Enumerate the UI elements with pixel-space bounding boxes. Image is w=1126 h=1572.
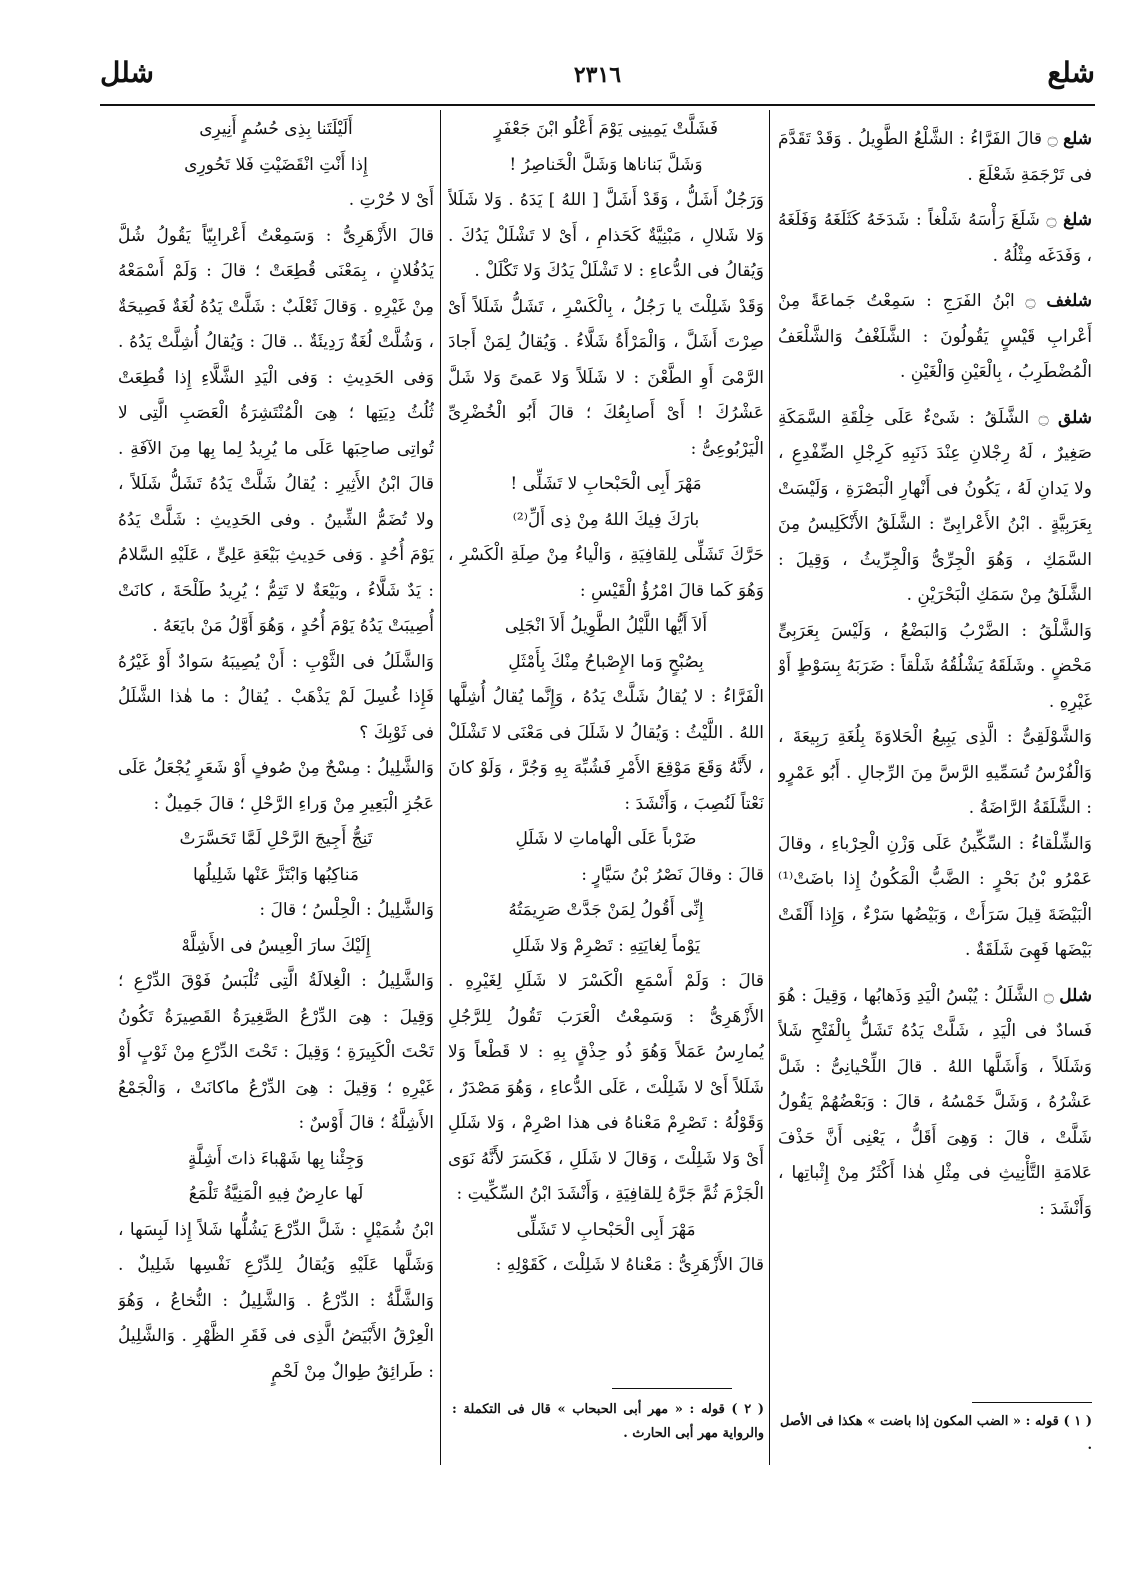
entry-headword: شلل [1059, 985, 1092, 1006]
column-left [118, 112, 434, 1472]
verse-line: أَلاَ أَيُّها اللَّيْلُ الطَّوِيلُ أَلاَ انْجَلِى [504, 616, 708, 636]
column-divider [769, 110, 770, 1465]
entry-text: الشَّلَقُ : شَىْءٌ عَلَى خِلْقَةِ السَّمَكَةِ صَغِيرٌ ، لَهُ رِجْلانِ عِنْدَ ذَنَبِهِ كَرِجْلِ الضِّفْدِعِ ، ولا يَدانِ لَهُ ، يَكُونُ فى أَنْهارِ الْبَصْرَةِ ، وَلَيْسَتْ بِعَرَبِيَّةٍ . ابْنُ الأَعْرابِىِّ : الشَّلَقُ الأَنْكَلِيسُ مِنَ السَّمَكِ ، وَهُوَ الْجِرِّىُّ وَالْجِرِّيثُ ، وَقِيلَ : الشَّلَقُ مِنْ سَمَكِ الْبَحْرَيْنِ . [778, 407, 1092, 605]
entry-text: وَالشَّلِيلُ : مِسْحٌ مِنْ صُوفٍ أَوْ شَعَرٍ يُجْعَلُ عَلَى عَجُزِ الْبَعِيرِ مِنْ وَراءِ الرَّحْلِ ؛ قالَ جَمِيلٌ : [118, 758, 434, 814]
entry-text: وَرَجُلٌ أَشَلُّ ، وَقَدْ أَشَلَّ [ اللهُ ] يَدَهُ . وَلا شَلَلاً وَلا شَلالِ ، مَبْنِيَّةٌ كَحَذامِ ، أَىْ لا تَشْلَلْ يَدُكَ . وَيُقالُ فى الدُّعاءِ : لا تَشْلَلْ يَدُكَ وَلا تَكْلَلْ . [448, 190, 764, 281]
verse-line: مَناكِبُها وَابْتَزَّ عَنْها شَلِيلُها [193, 864, 359, 885]
paragraph [448, 290, 764, 468]
verse-line: تَنِجُّ أَجِيجَ الرَّحْلِ لَمَّا تَحَسَّرَتْ [179, 829, 373, 849]
verse-line: وَجِئْنا بِها شَهْباءَ ذاتَ أَشِلَّةٍ [188, 1148, 364, 1169]
paragraph [448, 183, 764, 290]
footnote-rule [972, 1402, 1092, 1403]
entry-text: وَالشَّلَلُ فى الثَّوْبِ : أَنْ يُصِيبَهُ سَوادٌ أَوْ غَيْرُهُ فَإِذا غُسِلَ لَمْ يَذْهَبْ . يُقالُ : ما هٰذا الشَّلَلُ فى ثَوْبِكَ ؟ [118, 651, 434, 743]
entry-headword: شلع [1063, 129, 1092, 149]
entry-headword: شلغف [1046, 291, 1092, 311]
entry-text: وَقَدْ شَلِلْتَ يا رَجُلُ ، بِالْكَسْرِ ، تَشَلُّ شَلَلاً أَىْ صِرْتَ أَشَلَّ ، وَالْمَرْأَةُ شَلَّاءُ . وَيُقالُ لِمَنْ أَجادَ الرَّمْىَ أَوِ الطَّعْنَ : لا شَلَلاً وَلا عَمىً وَلا شَلَّ عَشْرُكَ ! أَىْ أَصابِعُكَ ؛ قالَ أَبُو الْخُضْرِىِّ الْيَرْبُوعِىُّ : [448, 296, 764, 459]
paragraph [118, 893, 434, 929]
paragraph [778, 720, 1092, 827]
column-right [778, 112, 1092, 1472]
verse-line: يَوْماً لِغايَتِهِ : تَصْرِمْ وَلا شَلَلِ [511, 935, 701, 956]
verse-line: إِذا أَنْتِ انْقَضَيْتِ فَلا تَحُورِى [184, 154, 368, 175]
entry-headword: شلغ [1063, 210, 1092, 230]
paragraph [118, 1213, 434, 1391]
verse-line: مَهْرَ أَبِى الْحَبْحابِ لا تَشَلِّى ! [510, 474, 702, 494]
entry-text: وَالشَّلِيلُ : الْحِلْسُ ؛ قالَ : [259, 900, 434, 920]
entry-text: أَىْ لا حُرْتِ . [348, 190, 434, 210]
paragraph [448, 858, 764, 894]
dictionary-entry: شلق ۝ الشَّلَقُ : شَىْءٌ عَلَى خِلْقَةِ السَّمَكَةِ صَغِيرٌ ، لَهُ رِجْلانِ عِنْدَ ذَنَبِهِ كَرِجْلِ الضِّفْدِعِ ، ولا يَدانِ لَهُ ، يَكُونُ فى أَنْهارِ الْبَصْرَةِ ، وَلَيْسَتْ بِعَرَبِيَّةٍ . ابْنُ الأَعْرابِىِّ : الشَّلَقُ الأَنْكَلِيسُ مِنَ السَّمَكِ ، وَهُوَ الْجِرِّىُّ وَالْجِرِّيثُ ، وَقِيلَ : الشَّلَقُ مِنْ سَمَكِ الْبَحْرَيْنِ . [778, 407, 1092, 605]
page-number: ٢٣١٦ [573, 62, 622, 88]
column-middle [448, 112, 764, 1388]
verse-line: بِصُبْحٍ وَما الإِصْباحُ مِنْكَ بِأَمْثَلِ [508, 651, 704, 672]
footnote-rule [612, 1388, 732, 1389]
footnote-1: ( ١ ) قوله : « الضب المكون إذا باضت » هكذا فى الأصل . [780, 1414, 1092, 1453]
entry-text: حَرَّكَ تَشَلِّى لِلقافِيَةِ ، وَالْياءُ مِنْ صِلَةِ الْكَسْرِ ، وَهُوَ كَما قالَ امْرُؤُ الْقَيْسِ : [448, 545, 764, 601]
entry-text: الشَّلَلُ : يُبْسُ الْيَدِ وَذَهابُها ، وَقِيلَ : هُوَ فَسادٌ فى الْيَدِ ، شَلَّتْ يَدُهُ تَشَلُّ بِالْفَتْحِ شَلاً وَشَلَلاً ، وَأَشَلَّها اللهُ . قالَ اللِّحْيانِىُّ : شَلَّ عَشْرُهُ ، وَشَلَّ خَمْسُهُ ، قالَ : وَبَعْضُهُمْ يَقُولُ شَلَّتْ ، قالَ : وَهِىَ أَقَلُّ ، يَعْنِى أَنَّ حَذْفَ عَلامَةِ التَّأْنِيثِ فى مِثْلِ هٰذا أَكْثَرُ مِنْ إِثْباتِها ، وَأَنْشَدَ : [778, 985, 1092, 1219]
dictionary-entry: شلل ۝ الشَّلَلُ : يُبْسُ الْيَدِ وَذَهابُها ، وَقِيلَ : هُوَ فَسادٌ فى الْيَدِ ، شَلَّتْ يَدُهُ تَشَلُّ بِالْفَتْحِ شَلاً وَشَلَلاً ، وَأَشَلَّها اللهُ . قالَ اللِّحْيانِىُّ : شَلَّ عَشْرُهُ ، وَشَلَّ خَمْسُهُ ، قالَ : وَبَعْضُهُمْ يَقُولُ شَلَّتْ ، قالَ : وَهِىَ أَقَلُّ ، يَعْنِى أَنَّ حَذْفَ عَلامَةِ التَّأْنِيثِ فى مِثْلِ هٰذا أَكْثَرُ مِنْ إِثْباتِها ، وَأَنْشَدَ : [778, 985, 1092, 1219]
entry-text: الْفَرَّاءُ : لا يُقالُ شَلَّتْ يَدُهُ ، وَإِنَّما يُقالُ أُشِلَّها اللهُ . اللَّيْثُ : وَيُقالُ لا شَلَلَ فى مَعْنَى لا تَشْلَلْ ، لأَنَّهُ وَقَعَ مَوْقِعَ الأَمْرِ فَشُبِّهَ بِهِ وَجُرَّ ، وَلَوْ كانَ نَعْتاً لَنُصِبَ ، وَأَنْشَدَ : [448, 687, 764, 814]
entry-text: وَالشَّوْلَقِىُّ : الَّذِى يَبِيعُ الْحَلاوَةَ بِلُغَةِ رَبِيعَةَ ، وَالْفُرْسُ تُسَمِّيهِ الرَّسَّ مِنَ الرِّجالِ . أَبُو عَمْرٍو : الشَّلَقَةُ الرَّاضَةُ . [778, 727, 1092, 818]
paragraph [118, 751, 434, 822]
paragraph [778, 827, 1092, 969]
verse-line: إِلَيْكَ سارَ الْعِيسُ فى الأَشِلَّهْ [181, 935, 371, 956]
footnote-2: ( ٢ ) قوله : « مهر أبى الحبحاب » قال فى التكملة : والرواية مهر أبى الحارث . [452, 1402, 764, 1441]
entry-text: قالَ : وقالَ نَصْرُ بْنُ سَيَّارٍ : [581, 864, 764, 885]
verse-line: وَشَلَّ بَناناها وَشَلَّ الْخَناصِرُ ! [509, 154, 703, 175]
verse-line: فَشَلَّتْ يَمِينِى يَوْمَ أَعْلُو ابْنَ جَعْفَرٍ [493, 119, 719, 139]
dictionary-entry: شلع ۝ قالَ الفَرَّاءُ : الشَّلْعُ الطَّوِيلُ . وَقَدْ تَقَدَّمَ فى تَرْجَمَةِ شَعْلَعَ . [778, 129, 1092, 185]
entry-headword: شلق [1057, 407, 1092, 428]
verse-line: بارَكَ فِيكَ اللهُ مِنْ ذِى أَلِّ⁽²⁾ [512, 509, 700, 530]
header-right-catchword: شلع [1047, 56, 1095, 89]
column-divider [440, 110, 441, 1465]
verse-line: ضَرْباً عَلَى الْهاماتِ لا شَلَلِ [515, 829, 697, 849]
dictionary-entry: شلغف ۝ ابْنُ الفَرَجِ : سَمِعْتُ جَماعَةً مِنْ أَعْرابِ قَيْسٍ يَقُولُونَ : الشَّلَغْفُ وَالشَّلْعَفُ الْمُضْطَرِبُ ، بِالْعَيْنِ وَالْغَيْنِ . [778, 291, 1092, 382]
verse-line: أَلَيْلَتَنا بِذِى حُسُمٍ أَنِيرِى [199, 119, 353, 139]
entry-text: قالَ الأَزْهَرِىُّ : مَعْناهُ لا شَلِلْتَ ، كَقَوْلِهِ : [495, 1255, 764, 1275]
paragraph [118, 964, 434, 1142]
dictionary-entry: شلغ ۝ شَلَغَ رَأْسَهُ شَلْغاً : شَدَخَهُ كَثَلَغَهُ وَفَلَغَهُ ، وَفَدَغَه مِثْلُهُ . [778, 210, 1092, 266]
paragraph [448, 680, 764, 822]
entry-text: قالَ : وَلَمْ أَسْمَعِ الْكَسْرَ لا شَلَلِ لِغَيْرِهِ . الأَزْهَرِىُّ : وَسَمِعْتُ الْعَرَبَ تَقُولُ لِلرَّجُلِ يُمارِسُ عَمَلاً وَهُوَ ذُو حِذْقٍ بِهِ : لا قَطْعاً وَلا شَلَلاً أَىْ لا شَلِلْتَ ، عَلَى الدُّعاءِ ، وَهُوَ مَصْدَرٌ ، وَقَوْلُهُ : تَصْرِمْ مَعْناهُ فى هذا اصْرِمْ ، وَلا شَلَلِ أَىْ وَلا شَلِلْتَ ، وَقالَ لا شَلَلِ ، فَكَسَرَ لأَنَّهُ نَوَى الْجَزْمَ ثُمَّ جَرَّهُ لِلقافِيَةِ ، وَأَنْشَدَ ابْنُ السِّكِّيتِ : [448, 971, 764, 1204]
header-rule [100, 104, 1095, 106]
paragraph [118, 219, 434, 645]
paragraph [448, 1248, 764, 1284]
header-left-catchword: شلل [100, 56, 154, 89]
entry-text: وَالشِّلْقاءُ : السِّكِّينُ عَلَى وَزْنِ الْحِرْباءِ ، وقالَ عَمْرُو بْنُ بَحْرٍ : الضَّبُّ الْمَكُونُ إِذا باضَتْ⁽¹⁾ الْبَيْضَةَ قِيلَ سَرَأَتْ ، وَبَيْضُها سَرْءٌ ، وَإِذا أَلْقَتْ بَيْضَها فَهِىَ شَلَقَةٌ . [778, 833, 1092, 960]
page-header [100, 52, 1095, 102]
entry-text: قالَ الأَزْهَرِىُّ : وَسَمِعْتُ أَعْرابِيّاً يَقُولُ شُلَّ يَدُفُلانٍ ، بِمَعْنَى قُطِعَتْ ؛ قالَ : وَلَمْ أَسْمَعْهُ مِنْ غَيْرِهِ . وَقالَ ثَعْلَبٌ : شَلَّتْ يَدُهُ لُغَةٌ فَصِيحَةٌ ، وَشُلَّتْ لُغَةٌ رَدِيئَةٌ .. قالَ : وَيُقالُ أُشِلَّتْ يَدُهُ . وَفى الحَدِيثِ : وَفى الْيَدِ الشَّلَّاءِ إِذا قُطِعَتْ ثُلُثُ دِيَتِها ؛ هِىَ الْمُنْتَشِرَةُ الْعَصَبِ الَّتِى لا تُواتِى صاحِبَها عَلَى ما يُرِيدُ لِما بِها مِنَ الآفَةِ . قالَ ابْنُ الأَثِيرِ : يُقالُ شَلَّتْ يَدُهُ تَشَلُّ شَلَلاً ، ولا تُضَمُّ الشِّينُ . وفى الحَدِيثِ : شَلَّتْ يَدُهُ يَوْمَ أُحُدٍ . وَفى حَدِيثِ بَيْعَةِ عَلِىٍّ ، عَلَيْهِ السَّلامُ : يَدٌ شَلَّاءُ ، وبَيْعَةٌ لا تَتِمُّ ؛ يُرِيدُ طَلْحَةَ ، كانَتْ أُصِيبَتْ يَدُهُ يَوْمَ أُحُدٍ ، وَهُوَ أَوَّلُ مَنْ بايَعَهُ . [118, 225, 434, 636]
verse-line: لَها عارِضٌ فِيهِ الْمَنِيَّةُ تَلْمَعُ [188, 1184, 364, 1204]
entry-text: شَلَغَ رَأْسَهُ شَلْغاً : شَدَخَهُ كَثَلَغَهُ وَفَلَغَهُ ، وَفَدَغَه مِثْلُهُ . [778, 210, 1092, 266]
paragraph [118, 183, 434, 219]
entry-text: قالَ الفَرَّاءُ : الشَّلْعُ الطَّوِيلُ . وَقَدْ تَقَدَّمَ فى تَرْجَمَةِ شَعْلَعَ . [778, 129, 1092, 185]
paragraph [448, 964, 764, 1213]
entry-text: ابْنُ الفَرَجِ : سَمِعْتُ جَماعَةً مِنْ أَعْرابِ قَيْسٍ يَقُولُونَ : الشَّلَغْفُ وَالشَّلْعَفُ الْمُضْطَرِبُ ، بِالْعَيْنِ وَالْغَيْنِ . [778, 291, 1092, 382]
paragraph [778, 614, 1092, 721]
verse-line: إِنِّى أَقُولُ لِمَنْ جَدَّتْ صَرِيمَتُهُ [508, 900, 704, 920]
paragraph [118, 645, 434, 752]
entry-text: وَالشَّلْقُ : الضَّرْبُ وَالبَضْعُ ، وَلَيْسَ بِعَرَبِىٍّ مَحْضٍ . وشَلَقَهُ يَشْلُقُهُ شَلْقاً : ضَرَبَهُ بِسَوْطٍ أَوْ غَيْرِهِ . [778, 620, 1092, 712]
paragraph [448, 538, 764, 609]
entry-text: وَالشَّلِيلُ : الْغِلالَةُ الَّتِى تُلْبَسُ فَوْقَ الدِّرْعِ ؛ وَقِيلَ : هِىَ الدِّرْعُ الصَّغِيرَةُ القَصِيرَةُ تَكُونُ تَحْتَ الْكَبِيرَةِ ؛ وَقِيلَ : تَحْتَ الدِّرْعِ مِنْ ثَوْبٍ أَوْ غَيْرِهِ ؛ وَقِيلَ : هِىَ الدِّرْعُ ماكانَتْ ، وَالْجَمْعُ الأَشِلَّةُ ؛ قالَ أَوْسٌ : [118, 971, 434, 1133]
verse-line: مَهْرَ أَبِى الْحَبْحابِ لا تَشَلِّى [516, 1219, 696, 1240]
entry-text: ابْنُ شُمَيْلٍ : شَلَّ الدِّرْعَ يَشُلُّها شَلاً إِذا لَبِسَها ، وَشَلَّها عَلَيْهِ وَيُقالُ لِلدِّرْعِ نَفْسِها شَلِيلٌ . وَالشَّلَّةُ : الدِّرْعُ . وَالشَّلِيلُ : النُّخاعُ ، وَهُوَ الْعِرْقُ الأَبْيَضُ الَّذِى فى فَقَرِ الظَّهْرِ . وَالشَّلِيلُ : طَرائِقُ طِوالٌ مِنْ لَحْمٍ [118, 1219, 434, 1382]
